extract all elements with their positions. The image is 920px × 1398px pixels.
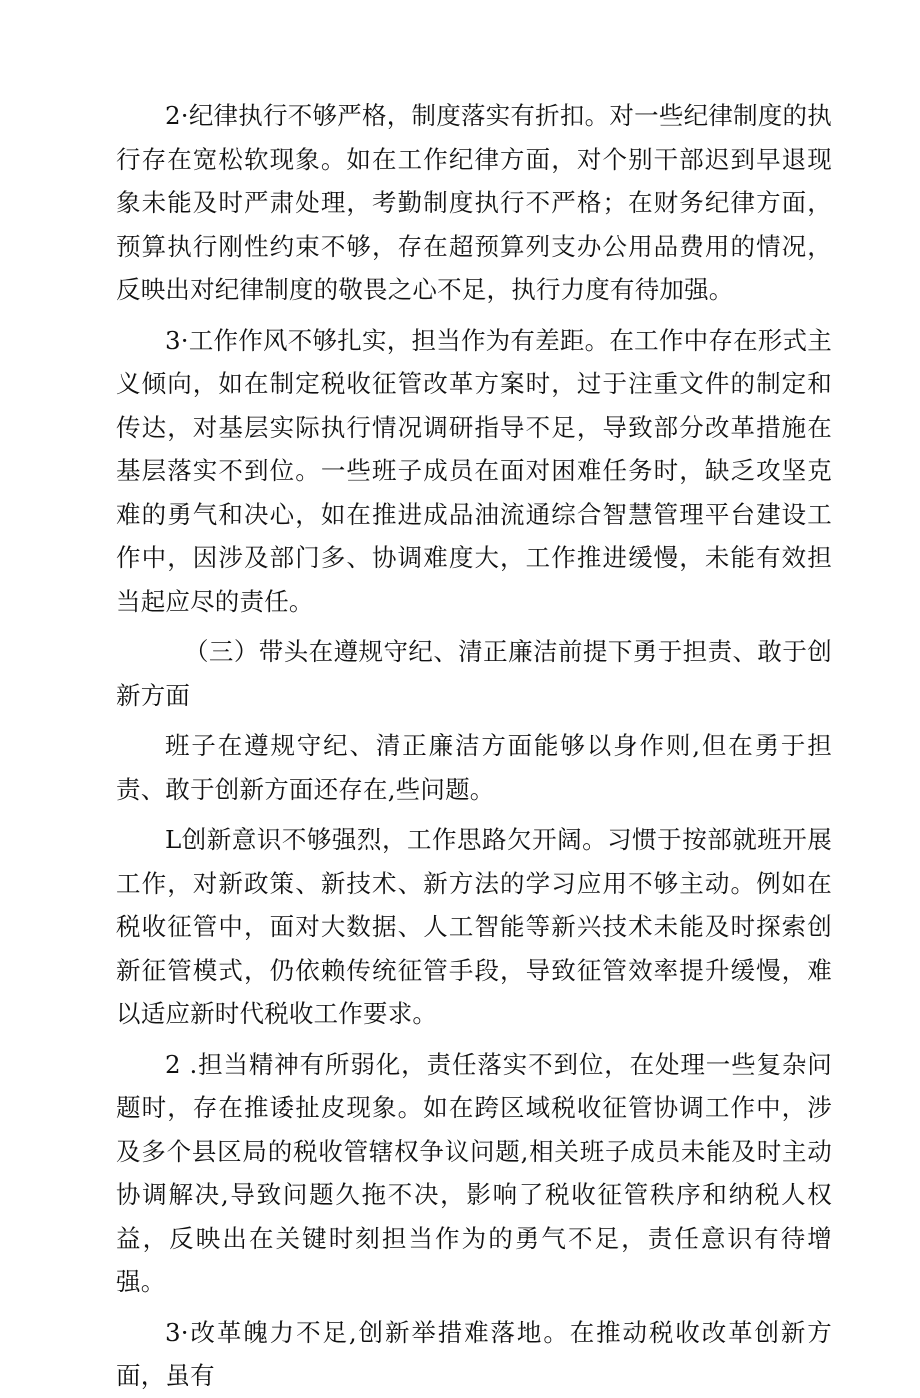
paragraph-work-style: 3·工作作风不够扎实，担当作为有差距。在工作中存在形式主义倾向，如在制定税收征管改革方案时，过于注重文件的制定和传达，对基层实际执行情况调研指导不足，导致部分改革措施在基层落实不到位。一些班子成员在面对困难任务时，缺乏攻坚克难的勇气和决心，如在推进成品油流通综合智慧管理平台建设工作中，因涉及部门多、协调难度大，工作推进缓慢，未能有效担当起应尽的责任。	[116, 325, 832, 616]
paragraph-innovation-awareness: L创新意识不够强烈，工作思路欠开阔。习惯于按部就班开展工作，对新政策、新技术、新方法的学习应用不够主动。例如在税收征管中，面对大数据、人工智能等新兴技术未能及时探索创新征管模式，仍依赖传统征管手段，导致征管效率提升缓慢，难以适应新时代税收工作要求。	[116, 825, 832, 1028]
paragraph-section-intro: 班子在遵规守纪、清正廉洁方面能够以身作则,但在勇于担责、敢于创新方面还存在,些问题。	[116, 731, 832, 804]
section-heading-3: （三）带头在遵规守纪、清正廉洁前提下勇于担责、敢于创新方面	[116, 637, 832, 710]
paragraph-discipline-enforcement: 2·纪律执行不够严格，制度落实有折扣。对一些纪律制度的执行存在宽松软现象。如在工作纪律方面，对个别干部迟到早退现象未能及时严肃处理，考勤制度执行不严格；在财务纪律方面，预算执行刚性约束不够，存在超预算列支办公用品费用的情况，反映出对纪律制度的敬畏之心不足，执行力度有待加强。	[116, 101, 832, 304]
paragraph-reform-courage: 3·改革魄力不足,创新举措难落地。在推动税收改革创新方面，虽有	[116, 1317, 832, 1390]
paragraph-responsibility: 2 .担当精神有所弱化，责任落实不到位，在处理一些复杂问题时，存在推诿扯皮现象。如在跨区域税收征管协调工作中，涉及多个县区局的税收管辖权争议问题,相关班子成员未能及时主动协调解决,导致问题久拖不决，影响了税收征管秩序和纳税人权益，反映出在关键时刻担当作为的勇气不足，责任意识有待增强。	[116, 1049, 832, 1296]
